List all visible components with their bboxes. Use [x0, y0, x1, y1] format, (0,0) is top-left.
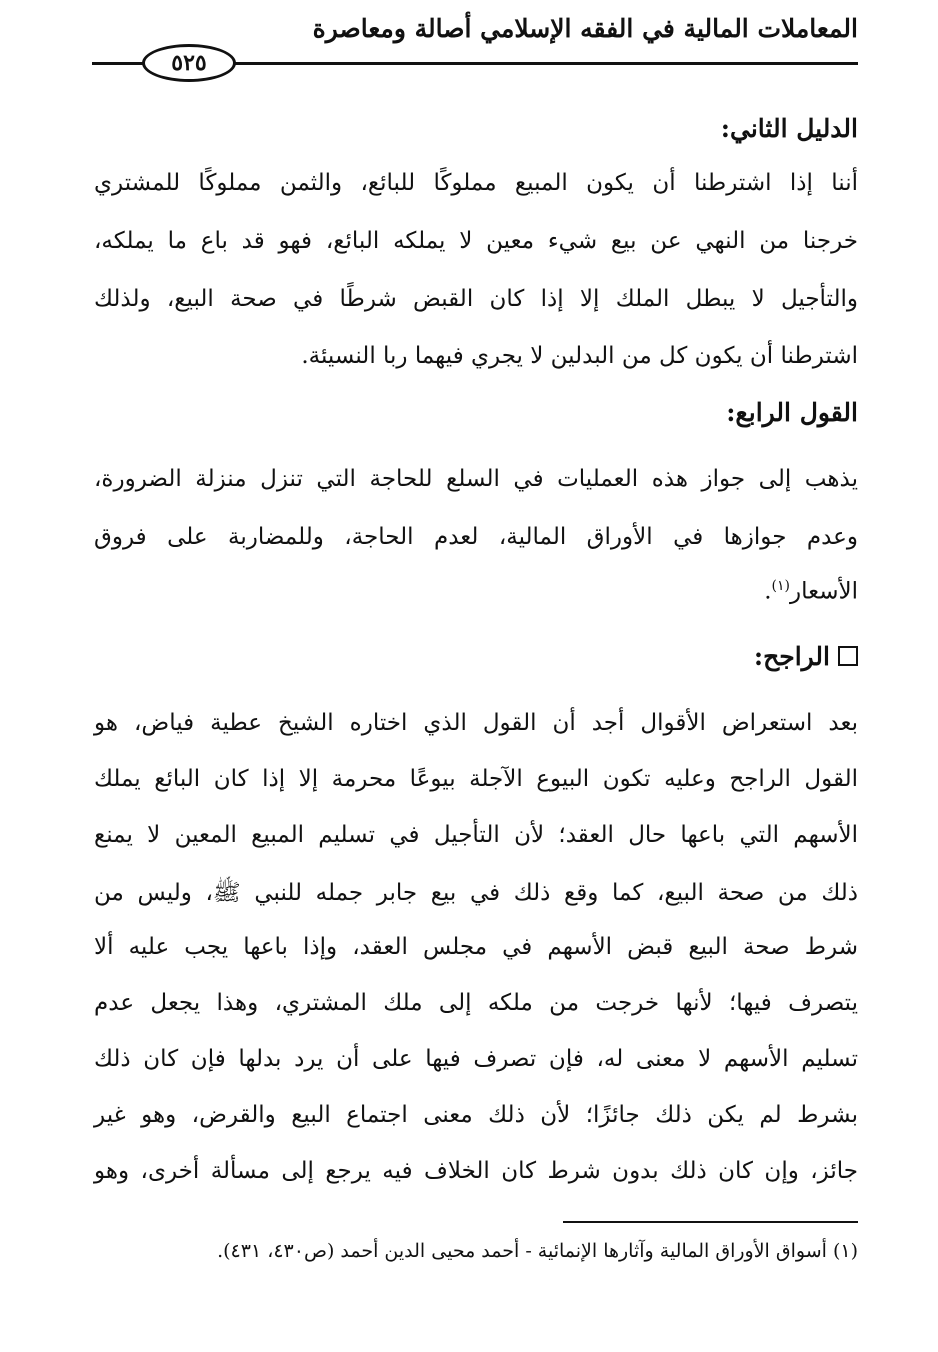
paragraph-line: يذهب إلى جواز هذه العمليات في السلع للحاجة التي تنزل منزلة الضرورة، — [94, 466, 858, 492]
section-heading-text: الراجح: — [753, 642, 830, 671]
paragraph-line: بعد استعراض الأقوال أجد أن القول الذي اختاره الشيخ عطية فياض، هو — [94, 710, 858, 736]
paragraph-line: اشترطنا أن يكون كل من البدلين لا يجري فيهما ربا النسيئة. — [301, 343, 858, 369]
footnote-divider — [563, 1221, 858, 1223]
page-number: ٥٢٥ — [142, 44, 236, 82]
paragraph-line: الأسهم التي باعها حال العقد؛ لأن التأجيل في تسليم المبيع المعين لا يمنع — [94, 822, 858, 848]
paragraph-line: شرط صحة البيع قبض الأسهم في مجلس العقد، وإذا باعها يجب عليه ألا — [94, 934, 858, 960]
paragraph-line: تسليم الأسهم لا معنى له، فإن تصرف فيها على أن يرد بدلها فإن كان ذلك — [94, 1046, 858, 1072]
paragraph-line-with-footnote — [94, 578, 858, 605]
paragraph-line: يتصرف فيها؛ لأنها خرجت من ملكه إلى ملك المشتري، وهذا يجعل عدم — [94, 990, 858, 1016]
paragraph-line: أننا إذا اشترطنا أن يكون المبيع مملوكًا للبائع، والثمن مملوكًا للمشتري — [94, 170, 858, 196]
sentence-end: . — [764, 578, 772, 605]
paragraph-line: ذلك من صحة البيع، كما وقع ذلك في بيع جابر جمله للنبي ﷺ، وليس من — [94, 880, 858, 906]
paragraph-line: والتأجيل لا يبطل الملك إلا إذا كان القبض شرطًا في صحة البيع، ولذلك — [94, 286, 858, 312]
footnote-reference: (١) — [771, 578, 790, 594]
section-heading-preferred — [754, 642, 858, 671]
paragraph-text: الأسعار — [790, 578, 858, 605]
paragraph-line: وعدم جوازها في الأوراق المالية، لعدم الحاجة، وللمضاربة على فروق — [94, 524, 858, 550]
paragraph-line: القول الراجح وعليه تكون البيوع الآجلة بيوعًا محرمة إلا إذا كان البائع يملك — [94, 766, 858, 792]
section-heading-second-evidence: الدليل الثاني: — [720, 114, 858, 143]
footnote: (١) أسواق الأوراق المالية وآثارها الإنمائية - أحمد محيى الدين أحمد (ص٤٣٠، ٤٣١). — [217, 1240, 858, 1262]
paragraph-line: جائز، وإن كان ذلك بدون شرط كان الخلاف فيه يرجع إلى مسألة أخرى، وهو — [94, 1158, 858, 1184]
section-heading-fourth-opinion: القول الرابع: — [726, 398, 858, 427]
checkbox-square-icon — [838, 646, 858, 666]
paragraph-line: بشرط لم يكن ذلك جائزًا؛ لأن ذلك معنى اجتماع البيع والقرض، وهو غير — [94, 1102, 858, 1128]
paragraph-line: خرجنا من النهي عن بيع شيء معين لا يملكه البائع، فهو قد باع ما يملكه، — [94, 228, 858, 254]
running-header-title: المعاملات المالية في الفقه الإسلامي أصالة ومعاصرة — [312, 14, 858, 43]
